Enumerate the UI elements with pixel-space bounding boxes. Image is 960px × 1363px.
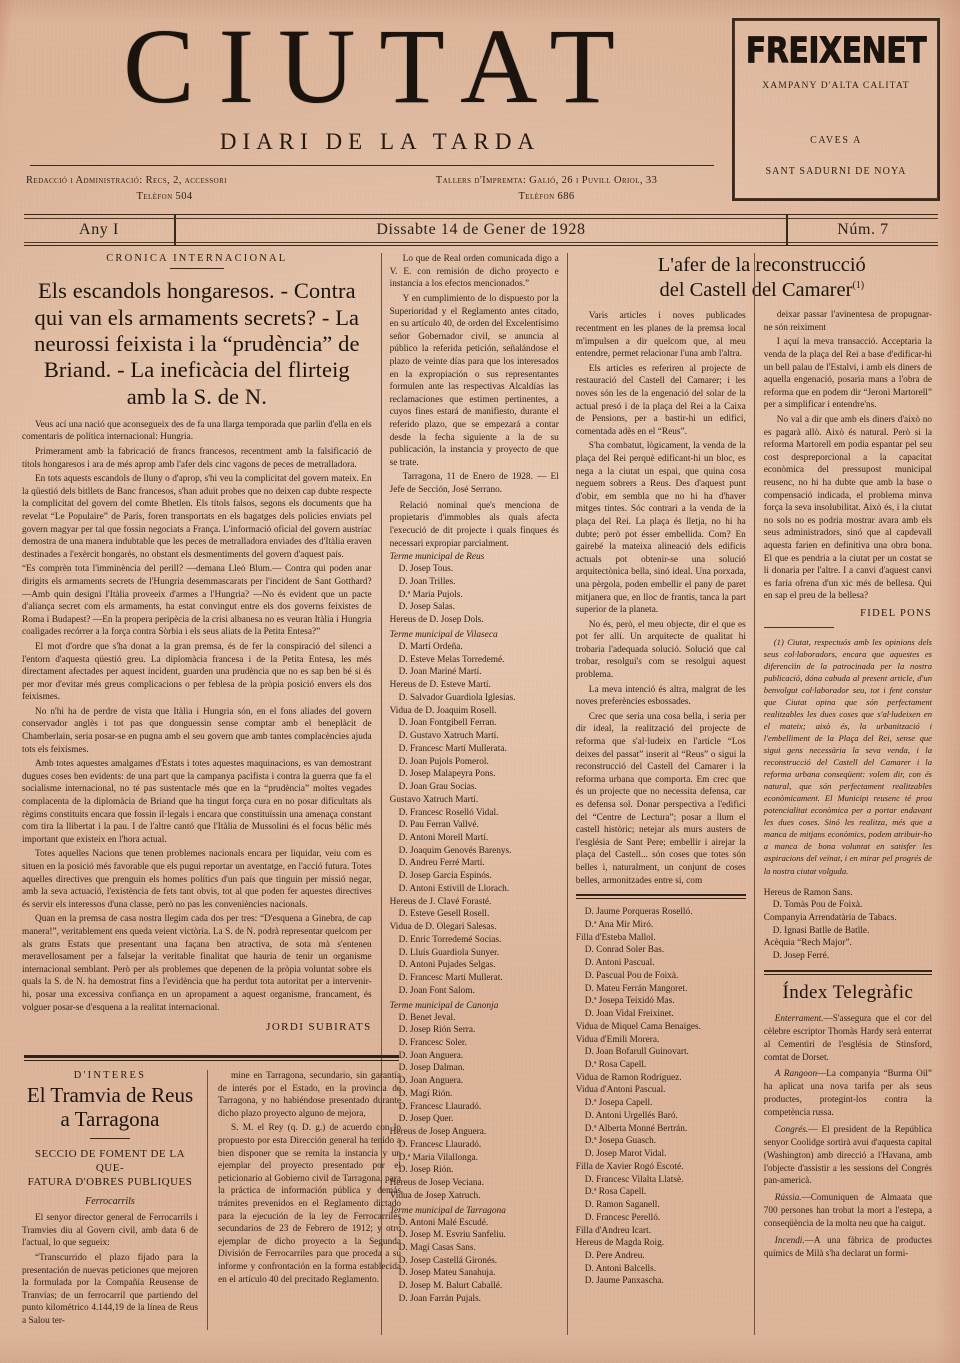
paragraph: Y en cumplimiento de lo dispuesto por la Superioridad y el Reglamento antes citado, en su artículo 40, de orden del Excelentísimo señor Gobernador civil, se anuncia al público la referida petición, señalándose el plazo de veinte días para que los interesados en la expropiación o sus representantes formulen ante las respectivas Alcaldías las reclamaciones que estimen pertinentes, a cuyos fines estará de manifiesto, durante el referido plazo, que se empezará a contar desde la fecha siguiente a la de su publicación, la instancia y proyecto de que se trate.	[389, 294, 559, 468]
tramvia-subhead	[22, 1147, 198, 1189]
paragraph: S. M. el Rey (q. D. g.) de acuerdo con lo propuesto por esta Dirección general ha tenido a bien disponer que se remita la instancia y un ejemplar del proyecto presentado por el peticionario al Gobierno civil de Tarragona, para la práctica de información pública y demás trámites prevenidos en el Reglamento dictado para la ejecución de la ley de Ferrocarriles secundarios de 23 de Febrero de 1912; y otro ejemplar de dicho proyecto a la Segunda División de Ferrocarriles para que proceda a su informe y confrontación en la forma establecida en el artículo 40 del precitado Reglamento.	[218, 1123, 401, 1285]
list-item: Hereus de D. Esteve Martí.	[389, 680, 491, 691]
paragraph: No val a dir que amb els diners d'això no es pagarà allò. Això és natural. Però si la reforma Martorell em podia espantar pel seu cost despreporcional a la capacitat econòmica del pressupost municipal reusenc, no hi ha dubte que amb la base o compensació indicada, el problema minva força la seva insolubilitat. Això és, i la ciutat no sols no es podria mostrar avara amb els seus administradors, sinó que al capdevall aquesta farien en definitiva una obra bona. El que es pendria a la ciutat per un costat se li donaria per l'altre. I a canvi d'aquest canvi es faria ofrena d'un xic més de bellesa. Qui en sap el preu de la bellesa?	[763, 415, 932, 602]
list-item: Gustavo Xatruch Martí.	[389, 794, 479, 805]
list-item: D. Martí Ordeña.	[398, 641, 463, 652]
list-item: D. Mateu Ferrán Mangoret.	[584, 983, 688, 994]
list-item: D. Josep Rión Serra.	[398, 1025, 476, 1036]
list-item: D. Joan Anguera.	[398, 1076, 464, 1087]
list-item: D. Conrad Soler Bas.	[584, 945, 665, 956]
masthead-text-block	[22, 8, 720, 205]
footnote-marker: (1)	[852, 280, 865, 292]
tramvia-section	[22, 1047, 401, 1330]
list-item: D. Magí Rión.	[398, 1088, 453, 1099]
list-item: D. Joan Grau Socias.	[398, 782, 477, 793]
list-item: D. Francesc Llauradó.	[398, 1101, 482, 1112]
list-item: D. Antoni Balcells.	[584, 1263, 657, 1274]
freixenet-logo: FREIXENET	[745, 30, 927, 73]
list-item: D. Francesc Martí Mullerat.	[398, 973, 503, 984]
paragraph: Tarragona, 11 de Enero de 1928. — El Jefe de Sección, José Serrano.	[389, 472, 559, 495]
list-item: D. Andreu Ferré Martí.	[398, 858, 485, 869]
telegraph-text: —S'assegura que el cor del cèlebre escriptor Thomàs Hardy serà enterrat al Cementiri de l'església de Stinsford, comtat de Dorset.	[763, 1012, 932, 1062]
telegraph-lead: Congrés.	[774, 1123, 809, 1134]
telegraph-text: —A una fàbrica de productes químics de Milà s'ha declarat un formi-	[763, 1234, 932, 1258]
paragraph: No és, però, el meu objecte, dir el que es pot fer allí. Un arquitecte de qualitat hi trobaria l'adequada solució. Solució que cal trobar, resolgui's com se resolgui aquest problema.	[575, 619, 746, 681]
list-item: D. Joan Farrán Pujals.	[398, 1293, 482, 1304]
list-item: D. Ignasi Batlle de Batlle.	[772, 925, 870, 936]
footnote-divider	[764, 627, 834, 628]
telegraph-lead: Rússia.	[774, 1192, 802, 1203]
editorial-footnote: (1) Ciutat, respectuós amb les opinions dels seus col·laboradors, encara que aquestes es diferencïin de la patrocinada per la nostra publicació, dóna cabuda al present article, d'un benvolgut col·laborador seu, tot i fent constar que Ciutat opina que són perfectament realitzables les dues coses que s'al·ludeixen en el mateix; això és, la urbanització i l'embelliment de la Plaça del Rei, sense que sigui gens necessària la seva venda, i la reconstrucció del Castell del Camarer i la reforma urbana conseqüent: volem dir, con és natural, que són perfectament realitzables econòmicament. El Municipi reusenc té prou potencialitat econòmica per a portar endavant les dues coses. Sinó les realitza, més que a manca de mitjans econòmics, podem atribuir-ho a manca de bona voluntat en satisfer les aspiracions del veïnat, i en mirar pel progrés de la nostra ciutat volguda.	[763, 636, 932, 876]
name-list-canonja	[390, 1012, 559, 1203]
list-item: D. Pascual Pou de Foixà.	[584, 970, 679, 981]
divider-thin	[576, 898, 746, 899]
tramvia-columns	[22, 1070, 401, 1330]
list-item: D. Josep Tous.	[398, 564, 454, 575]
list-item: D. Joan Font Salom.	[398, 985, 475, 996]
list-item: D.ª Rosa Capell.	[584, 1059, 647, 1070]
list-item: Hereus de D. Josep Dols.	[389, 615, 484, 626]
list-item: D.ª Maria Vilallonga.	[398, 1152, 478, 1163]
column-notice	[381, 253, 567, 1335]
headline-tramvia-line1: El Tramvia de Reus	[26, 1083, 194, 1107]
list-item: Hereus de J. Clavé Forasté.	[389, 896, 492, 907]
paragraph: “Transcurrido el plazo fijado para la presentación de nuevas peticiones que mejoren la formulada por la Compañía Reusense de Tranvías; de un ferrocarril que partiendo del punto kilométrico 4.144,19 de la línea de Reus a Salou ter-	[22, 1253, 198, 1327]
paragraph: Amb totes aquestes amalgames d'Estats i totes aquestes maquinacions, es van demostrant dugues coses ben evidents: de una part que la campanya pacifista i contra la guerra que fa el socialisme internacional, no té pas sustentacle més que en la “prudència” moltes vegades complacenta de la diplomàcia de Briand que ha tingut força cura en no posar dificultats als règims constituits encara que fossin il·legals i encara que constituïssin una amenaça constant com tira la llibertat i la pau. I de l'altre cantó que l'Itàlia de Mussolini és el focus bèlic més important que existeix en l'hora actual.	[22, 759, 372, 845]
telegraph-item	[764, 1012, 932, 1064]
newspaper-title: CIUTAT	[123, 8, 639, 126]
paragraph: Crec que seria una cosa bella, i seria per dir ideal, la realització del projecte de reforma que s'al·ludeix en l'article “Los deixes del passat” inserit al “Reus” o sigui la reconstrucció del Castell del Camarer i la reforma urbana que comporta. Em crec que és un projecte que no necessita defensa, car es defensa sol. Donar perspectiva a l'edifici del “Centre de Lectura”; posar a llum el castell històric; netejar als murs austers de l'església de Sant Pere; embellir i airejar la plaça del Castell... són coses que totes són belles i, naturalment, un conjunt de coses belles, armonitzades entre si, com	[575, 711, 746, 886]
telegraph-text: — El president de la República senyor Coolidge sortirà avui d'aquesta capital (Washington) amb direcció a l'Havana, amb l'objecte d'assistir a les sessions del Congrés pan-americà.	[763, 1123, 932, 1186]
list-item: D. Gustavo Xatruch Martí.	[398, 731, 499, 742]
list-item: D. Benet Jeval.	[398, 1012, 456, 1023]
list-item: D. Joan Pujols Pomerol.	[398, 756, 489, 767]
headline-tramvia-line2: a Tarragona	[60, 1106, 160, 1131]
ad-tagline: XAMPANY D'ALTA CALITAT	[762, 80, 910, 91]
list-item: D. Francesc Vilalta Llatsè.	[584, 1174, 684, 1185]
list-item: D.ª Josepa Guasch.	[584, 1136, 657, 1147]
telegraph-text: —La companyia “Burma Oil” ha aplicat una nova tarifa per als seus productes, protegint-los contra la competència russa.	[763, 1068, 932, 1118]
paragraph: S'ha combatut, lògicament, la venda de la plaça del Rei perquè edificant-hi un bloc, es nega a la ciutat un espai, que quina cosa neguem sobrers a Reus. Des d'aquest punt d'obir, em sembla que no hi ha d'haver mitges tintes. Sóc contrari a la venda de la plaça del Rei. La plaça és lletja, no hi ha dubte; però pot ésser embellida. Com? En gairebé la mateixa alineació dels edificis actuals pot obtenir-se una solució arquitectònica bella, sinó ideal. Una porxada, una pèrgola, poden embellir el pany de paret mitjanera que, en lloc de frantis, tanca la part superior de la planeta.	[575, 441, 746, 616]
paragraph: Varis articles i noves publicades recentment en les planes de la premsa local m'impulsen a dir quelcom que, al meu entendre, permet relacionar l'una amb l'altra.	[575, 311, 746, 360]
list-item: D. Esteve Gesell Rosell.	[398, 909, 490, 920]
list-item: D. Josep Mateu Sanahuja.	[398, 1268, 496, 1279]
editorial-address: Redacció i Administració: Recs, 2, accessori	[26, 174, 227, 186]
issue-date: Dissabte 14 de Gener de 1928	[376, 221, 586, 239]
kicker-divider	[170, 268, 224, 269]
list-item: Hereus de Josep Veciana.	[389, 1178, 484, 1189]
printworks-address: Tallers d'Impremta: Galió, 26 i Puvill Oriol, 33	[435, 174, 658, 186]
tramvia-column-right	[207, 1070, 401, 1330]
tramvia-kicker: D'INTERES	[73, 1070, 147, 1081]
subhead-line1: SECCIO DE FOMENT DE LA QUE-	[34, 1148, 186, 1175]
masthead-contact-info	[22, 173, 720, 206]
index-divider	[764, 970, 932, 975]
list-item: D. Joan Fontgibell Ferran.	[398, 718, 497, 729]
list-item: D. Tomàs Pou de Foixà.	[772, 900, 863, 911]
index-telegrafic-heading: Índex Telegràfic	[782, 981, 914, 1003]
list-item: D. Pau Ferran Vallvé.	[398, 820, 479, 831]
list-item: Vidua d'Emili Morera.	[575, 1034, 660, 1045]
divider-thin	[764, 974, 932, 975]
list-item: D. Josep M. Balurt Caballé.	[398, 1281, 503, 1292]
list-item: Vidua de Miquel Cama Benaiges.	[575, 1021, 701, 1032]
list-item: Vidua de D. Joaquim Rosell.	[389, 705, 497, 716]
list-item: D. Lluís Guardiola Sunyer.	[398, 947, 500, 958]
masthead	[22, 8, 940, 205]
name-list-reus	[390, 563, 559, 627]
list-item: D. Enric Torredemé Socias.	[398, 934, 502, 945]
headline-spacer	[764, 253, 932, 309]
list-item: D. Josep Marot Vidal.	[584, 1149, 667, 1160]
list-divider	[576, 894, 746, 899]
list-item: D. Magí Casas Sans.	[398, 1243, 476, 1253]
headline-tramvia	[22, 1084, 198, 1131]
list-item: Vidua de Josep Xatruch.	[389, 1190, 481, 1201]
paragraph: Veus ací una nació que aconsegueix des de fa una llarga temporada que parlin d'ella en els comentaris de política internacional: Hungria.	[22, 419, 372, 443]
list-item: D. Antoni Morell Martí.	[398, 832, 489, 843]
telegraph-item	[764, 1067, 932, 1119]
telegraph-lead: A Rangoon	[774, 1068, 818, 1079]
list-item: D. Pere Andreu.	[584, 1250, 645, 1261]
paragraph: deixar passar l'avinentesa de propugnar-ne són reiximent	[763, 310, 932, 333]
headline-international: Els escandols hongaresos. - Contra qui van els armaments secrets? - La neurossi feixista i la “prudència” de Briand. - La ineficàcia del flirteig amb la S. de N.	[34, 278, 360, 409]
list-item: Filla de Xavier Rogó Escoté.	[575, 1161, 684, 1172]
section-kicker: CRONICA INTERNACIONAL	[106, 253, 288, 265]
list-item: D. Joan Trilles.	[398, 577, 456, 588]
list-item: D.ª Alberta Monné Bertrán.	[584, 1123, 688, 1134]
name-list-tarragona	[390, 1217, 559, 1306]
list-item: D. Antoni Pujades Selgas.	[398, 960, 496, 971]
expropriation-intro: Relació nominal que's menciona de propietaris d'immobles als quals afecta l'execució de dit projecte i quals finques és necessari expropiar parcialment.	[389, 499, 559, 548]
list-item: Vidua d'Antoni Pascual.	[575, 1085, 666, 1096]
list-item: Filla d'Andreu Icart.	[575, 1225, 652, 1236]
list-item: Filla d'Esteba Mallol.	[575, 932, 656, 943]
list-item: D. Antoni Malé Escudé.	[398, 1217, 489, 1228]
list-heading-reus: Terme municipal de Reus	[389, 552, 485, 563]
list-item: D. Francesc Llauradó.	[398, 1139, 482, 1150]
list-item: D. Salvador Guardiola Iglesias.	[398, 692, 516, 703]
column-castell-b	[754, 253, 940, 1335]
list-item: Vidua de D. Olegari Salesas.	[389, 922, 497, 933]
list-item: D. Josep Ferré.	[772, 951, 830, 962]
issue-year: Any I	[24, 215, 176, 245]
paragraph: El mot d'ordre que s'ha donat a la gran premsa, és de fer la conspiració del silenci a l'entorn d'aquesta qüestió greu. La diplomàcia francesa i de la Petita Entesa, les més directament afectades per aquest incident, guarden una prudència que no es sap ben bé si és per mor d'evitar més greus complicacions o per feblesa de la pròpia posició envers els dos feixismes.	[22, 641, 372, 703]
list-heading-tarragona: Terme municipal de Tarragona	[389, 1205, 506, 1216]
list-item: D. Francesc Martí Mullerata.	[398, 743, 507, 754]
headline-castell-line1: L'afer de la reconstrucció	[657, 254, 866, 277]
telegraph-item	[764, 1123, 932, 1187]
paragraph: El senyor director general de Ferrocarrils i Tramvies diu al Govern civil, amb data 6 de l'actual, lo que segueix:	[22, 1213, 198, 1249]
telegraph-text: —Comuniquen de Almaata que 700 persones han trobat la mort a l'estepa, a conseqüència de la molta neu que ha caigut.	[763, 1192, 932, 1229]
list-item: D. Joan Bofarull Guinovart.	[584, 1047, 689, 1058]
list-item: D. Josep Castellá Gironés.	[398, 1255, 498, 1266]
list-item: D. Josep Rión.	[398, 1165, 454, 1176]
tramvia-column-left	[22, 1070, 207, 1330]
list-item: D. Joaquim Genovés Barenys.	[398, 845, 512, 856]
list-item: D. Joan Mariné Martí.	[398, 667, 482, 678]
list-item: D. Esteve Melas Torredemé.	[398, 654, 505, 665]
list-item: D. Josep M. Esvriu Sanfeliu.	[398, 1230, 506, 1241]
list-item: D. Antoni Estivill de Llorach.	[398, 883, 510, 894]
issue-number: Núm. 7	[786, 215, 938, 245]
paragraph: No n'hi ha de perdre de vista que Itàlia i Hungria són, en el fons aliades del govern conservador anglès i tot pas que donguessin sense comptar amb el beneplàcit de Chamberlain, seria posar-se en pugna amb el seu govern que amb tantes complacències ajuda tots els feixismes.	[22, 706, 372, 755]
paragraph: Totes aquelles Nacions que tenen problemes nacionals encara per liquidar, veiu com es situen en la posició més favorable que els pugui reportar un aventatge, en l'acció futura. Totes aquelles directives que prenguin els homes polítics d'un país que tinguin per missió negar, amb la seva actuació, l'existència de fets tant obvis, tot al que poden fer aquestes directives és servir els interessos d'una classe, però no pas les conveniències nacionals.	[22, 849, 372, 910]
paragraph: Quan en la premsa de casa nostra llegim cada dos per tres: “D'esquena a Ginebra, de cap manera!”, veritablement ens queda veient victòria. La S. de N. podrà representar quelcom per als grans Estats que presentant una façana ben atractiva, de sota mà s'entenen meravellosament per a falsejar la veritable finalitat que hauria de tenir un organisme internacional semblant. Però per als problemes que depenen de la pròpia voluntat sobre els quals la S. de N. ha demostrat fins a l'evidència que ha perdut tota autoritat per a intervenir-hi, posar una excessiva confiança en un apropament a aquest organisme, francament, és volguer posar-se d'esquena a la realitat internacional.	[22, 914, 372, 1013]
paragraph: Els articles es referiren al projecte de restauració del Castell del Camarer; i les noves són les de la engenació del solar de la actual presó i de la plaça del Rei a la Caixa de Pensions, per a bastir-hi un edifici, comentada adès en el “Reus”.	[575, 363, 746, 437]
list-item: D. Francesc Perelló.	[584, 1212, 661, 1223]
list-item: D. Josep Quer.	[398, 1114, 454, 1125]
list-item: D.ª Rosa Capell.	[584, 1187, 647, 1198]
ad-caves-label: CAVES A	[810, 135, 862, 146]
list-item: Vidua de Ramon Rodríguez.	[575, 1072, 682, 1083]
paragraph: mine en Tarragona, secundario, sin garantía de interés por el Estado, en la provincia de Tarragona, y no habiéndose presentado durante dicho plazo proyecto alguno de mejora,	[218, 1071, 401, 1119]
ad-location: SANT SADURNI DE NOYA	[765, 166, 907, 177]
telegraph-item	[764, 1234, 932, 1260]
paragraph: I açuí la meva transacció. Acceptaria la venda de la plaça del Rei a base d'edificar-hi un bell palau de l'Estalvi, i amb els diners de aquella engenació, posaria mans a l'obra de reforma que en podem dir “Jeroni Martorell” per a simplificar i entendre'ns.	[763, 337, 932, 411]
paragraph: Lo que de Real orden comunicada digo a V. E. con remisión de dicho proyecto e instancia a los efectos mencionados.”	[389, 254, 559, 290]
paragraph: La meva intenció és altra, malgrat de les noves preferències esbossades.	[575, 684, 746, 708]
issue-banner	[24, 214, 938, 246]
subhead-line2: FATURA D'OBRES PUBLIQUES	[27, 1176, 193, 1189]
printworks-phone: Telèfon 686	[518, 190, 575, 202]
list-item: D. Antoni Pascual.	[584, 958, 655, 969]
list-heading-canonja: Terme municipal de Canonja	[389, 1000, 499, 1011]
tramvia-divider-thin	[24, 1060, 399, 1061]
list-item: D.ª Josepa Teixidó Mas.	[584, 996, 675, 1007]
telegraph-lead: Enterrament.	[774, 1012, 824, 1023]
list-heading-vilaseca: Terme municipal de Vilaseca	[389, 629, 498, 640]
editorial-office-block	[22, 173, 373, 206]
newspaper-subtitle: DIARI DE LA TARDA	[219, 128, 541, 154]
name-list-vilaseca	[390, 641, 559, 998]
byline-castell: FIDEL PONS	[860, 607, 932, 619]
telegraph-lead: Incendi.	[774, 1234, 805, 1245]
list-item: D. Francesc Soler.	[398, 1037, 467, 1048]
name-list-column4	[764, 887, 932, 963]
list-item: D. Joan Vidal Freixinet.	[584, 1009, 674, 1020]
ad-inner-frame	[734, 20, 938, 199]
tramvia-divider-thick	[24, 1055, 399, 1058]
list-item: Hereus de Magda Roig.	[575, 1238, 665, 1249]
list-item: D. Antoni Urgellés Baró.	[584, 1110, 678, 1121]
paragraph-quote: “Es comprèn tota l'imminència del perill? —demana Lleó Blum.— Contra qui poden anar dirigits els armaments secrets de l'Hungria desemmascarats per l'incident de Sant Gotthard? —Amb quin designi l'Itàlia proveeix d'armes a l'Hungria? —No és evident que un pacte d'aliança secret com els armaments, ha estat convingut entre els dos governs feixistes de Roma i Budapest? —En la propera peripècia de la crisi albanesa no es veuran Itàlia i Hungria coaligades recórrer a la força contra Sòrbia i els seus aliats de la Petita Entesa?”	[22, 564, 372, 638]
tramvia-mini-divider	[90, 1138, 130, 1139]
list-item: Acèquia “Rech Major”.	[763, 938, 852, 949]
list-item: D. Ramon Saganell.	[584, 1200, 660, 1211]
list-item: D. Jaume Porqueras Roselló.	[584, 907, 693, 918]
freixenet-advertisement	[732, 18, 940, 201]
tramvia-italic-head: Ferrocarrils	[85, 1196, 135, 1208]
list-item: D.ª Ana Mir Miró.	[584, 919, 654, 930]
list-item: Companyia Arrendatària de Tabacs.	[763, 913, 897, 923]
telegraph-item	[764, 1191, 932, 1230]
printworks-block	[373, 173, 720, 206]
list-item: Hereus de Josep Anguera.	[389, 1127, 487, 1138]
name-list-column3	[576, 906, 746, 1288]
paragraph: Primerament amb la fabricació de francs francesos, recentment amb la falsificació de títols hongaresos i ara de més aprop amb l'afer dels cinc vagons de peces de metralladora.	[22, 447, 372, 470]
list-item: D. Josep Dalman.	[398, 1063, 465, 1074]
list-item: D. Josep Malapeyra Pons.	[398, 769, 496, 780]
divider-thick	[576, 894, 746, 896]
list-item: D. Josep Garcia Espinós.	[398, 871, 492, 882]
list-item: D. Jaume Panxascha.	[584, 1276, 664, 1287]
paragraph: En tots aquests escandols de lluny o d'aprop, s'hi veu la complicitat del govern mateix. En la qüestió dels bitllets de Banc francesos, s'han aduit probes que no deixen cap dubte respecte la complicitat del govern del comte Bhetlen. Els títols falsos, segons els documents que ha revelat “Le Populaire” de París, foren transportats en els bagatges dels policies enviats pel govern magyar per tal que fossin negociats a França. L'informació oficial del govern austríac demostra de una manera indubtable que les peces de metralladora enviades des d'Itàlia eraven destinades a l'exèrcit hongarès, no obstant els desmentiments del govern d'aquest país.	[22, 474, 372, 560]
headline-castell-line2: del Castell del Camarer	[659, 278, 853, 301]
list-item: D.ª Josepa Capell.	[584, 1098, 653, 1109]
editorial-phone: Telèfon 504	[136, 190, 193, 202]
masthead-divider	[30, 165, 714, 166]
byline-international: JORDI SUBIRATS	[266, 1021, 372, 1034]
list-item: D. Francesc Roselló Vidal.	[398, 807, 499, 818]
list-item: Hereus de Ramon Sans.	[763, 887, 853, 898]
list-item: D. Josep Salas.	[398, 602, 455, 613]
list-item: D.ª Maria Pujols.	[398, 589, 463, 600]
list-item: D. Joan Anguera.	[398, 1050, 464, 1061]
divider-thick	[764, 970, 932, 972]
